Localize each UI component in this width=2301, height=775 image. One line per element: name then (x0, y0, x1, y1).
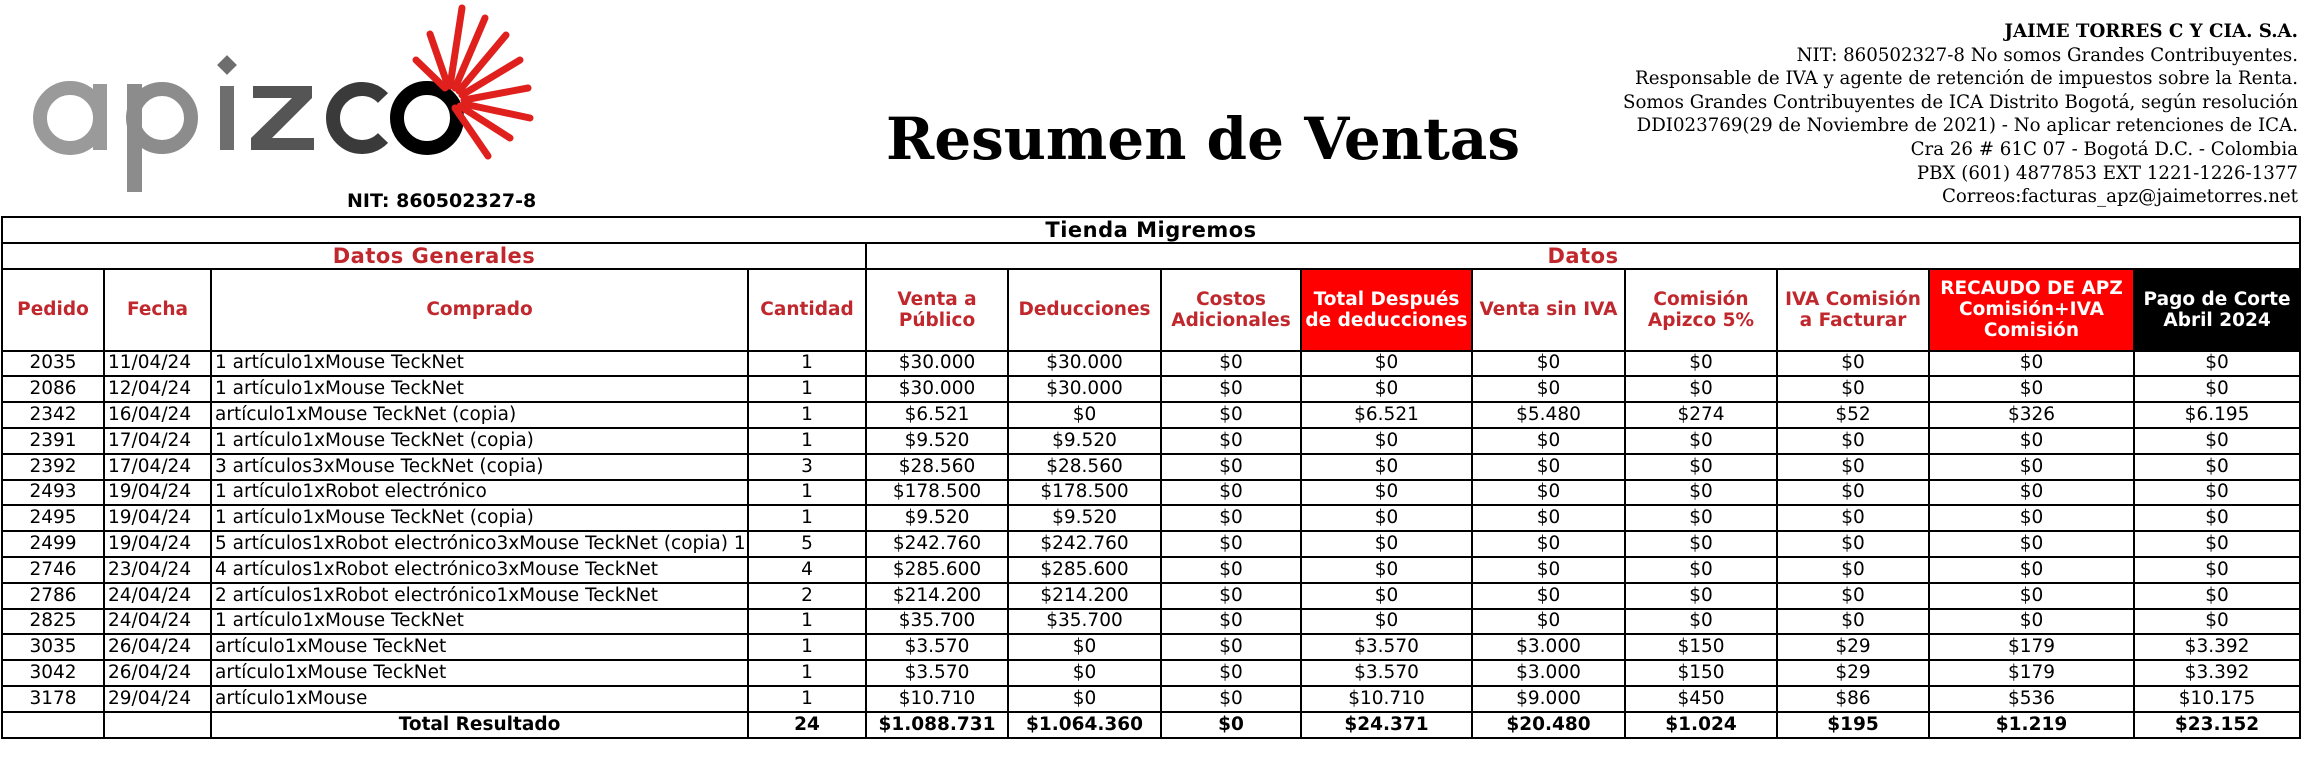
table-cell: $29 (1777, 660, 1929, 686)
table-cell: $150 (1625, 660, 1777, 686)
table-cell: $28.560 (1008, 454, 1161, 480)
table-cell: $0 (1008, 686, 1161, 712)
table-cell: $0 (1472, 531, 1625, 557)
table-cell: $9.520 (1008, 428, 1161, 454)
col-header: Deducciones (1008, 269, 1161, 351)
table-cell: 24/04/24 (104, 609, 211, 635)
col-header: RECAUDO DE APZ Comisión+IVA Comisión (1929, 269, 2134, 351)
table-cell: $179 (1929, 660, 2134, 686)
table-cell: $0 (1472, 583, 1625, 609)
table-cell: $0 (2134, 454, 2300, 480)
table-cell: $0 (1472, 428, 1625, 454)
table-cell: 3178 (2, 686, 104, 712)
total-cell: $24.371 (1301, 712, 1472, 738)
table-cell: 1 (748, 351, 866, 377)
table-row (2, 583, 2300, 609)
table-cell: 12/04/24 (104, 376, 211, 402)
table-cell: 2499 (2, 531, 104, 557)
table-cell: $0 (1472, 609, 1625, 635)
table-cell: 17/04/24 (104, 428, 211, 454)
table-cell: $214.200 (866, 583, 1008, 609)
table-cell: 1 (748, 402, 866, 428)
col-header: Pedido (2, 269, 104, 351)
table-row (2, 402, 2300, 428)
total-cell: $195 (1777, 712, 1929, 738)
table-row (2, 557, 2300, 583)
company-line: PBX (601) 4877853 EXT 1221-1226-1377 (1916, 162, 2298, 184)
table-row (2, 609, 2300, 635)
table-cell: $0 (1625, 454, 1777, 480)
table-cell: $0 (1008, 634, 1161, 660)
table-cell: $0 (1301, 454, 1472, 480)
total-cell: $1.024 (1625, 712, 1777, 738)
table-cell: 24/04/24 (104, 583, 211, 609)
table-cell: artículo1xMouse (211, 686, 748, 712)
table-cell: $0 (1777, 531, 1929, 557)
total-row (2, 712, 2300, 738)
table-cell: $6.521 (1301, 402, 1472, 428)
table-cell: $3.000 (1472, 660, 1625, 686)
table-cell: $9.520 (866, 505, 1008, 531)
table-cell: 16/04/24 (104, 402, 211, 428)
table-cell: 2391 (2, 428, 104, 454)
table-cell: $0 (1161, 351, 1301, 377)
table-row (2, 505, 2300, 531)
table-cell: $3.392 (2134, 634, 2300, 660)
table-cell: $0 (1777, 583, 1929, 609)
page-title: Resumen de Ventas (886, 105, 1520, 173)
table-row (2, 376, 2300, 402)
table-cell: 2786 (2, 583, 104, 609)
table-cell: 3 (748, 454, 866, 480)
table-cell: $0 (1929, 454, 2134, 480)
table-cell: 19/04/24 (104, 505, 211, 531)
table-cell: 4 artículos1xRobot electrónico3xMouse TeckNet (211, 557, 748, 583)
col-header: Venta sin IVA (1472, 269, 1625, 351)
table-cell: 2746 (2, 557, 104, 583)
table-cell: $28.560 (866, 454, 1008, 480)
table-cell: $0 (1472, 351, 1625, 377)
company-name: JAIME TORRES C Y CIA. S.A. (2004, 21, 2298, 42)
table-cell: $0 (1161, 505, 1301, 531)
table-cell: $0 (1777, 376, 1929, 402)
table-cell: $178.500 (1008, 480, 1161, 506)
table-cell: 1 (748, 505, 866, 531)
table-cell: 1 (748, 480, 866, 506)
table-cell: $35.700 (1008, 609, 1161, 635)
table-cell: 1 artículo1xMouse TeckNet (211, 351, 748, 377)
table-cell: 1 (748, 609, 866, 635)
table-cell: $0 (1625, 557, 1777, 583)
table-cell: $3.570 (866, 660, 1008, 686)
header-row (2, 269, 2300, 351)
table-cell: $10.710 (1301, 686, 1472, 712)
table-cell: artículo1xMouse TeckNet (copia) (211, 402, 748, 428)
total-cell: $0 (1161, 712, 1301, 738)
table-cell: $0 (1625, 505, 1777, 531)
table-cell: $285.600 (866, 557, 1008, 583)
table-cell: $0 (1472, 376, 1625, 402)
table-cell: 3 artículos3xMouse TeckNet (copia) (211, 454, 748, 480)
table-cell: 3035 (2, 634, 104, 660)
table-cell: $150 (1625, 634, 1777, 660)
total-cell: $20.480 (1472, 712, 1625, 738)
table-cell: $0 (1161, 376, 1301, 402)
table-cell: 1 (748, 660, 866, 686)
table-cell: 1 (748, 686, 866, 712)
table-cell: 2342 (2, 402, 104, 428)
table-cell: $0 (1929, 480, 2134, 506)
table-row (2, 351, 2300, 377)
sales-table (1, 216, 2301, 739)
table-cell: $0 (1472, 557, 1625, 583)
col-header: Costos Adicionales (1161, 269, 1301, 351)
table-cell: 1 (748, 376, 866, 402)
table-cell: 2 artículos1xRobot electrónico1xMouse TeckNet (211, 583, 748, 609)
table-cell: $0 (1929, 428, 2134, 454)
col-header: Pago de Corte Abril 2024 (2134, 269, 2300, 351)
company-line: Somos Grandes Contribuyentes de ICA Distrito Bogotá, según resolución (1622, 91, 2298, 113)
table-cell: $52 (1777, 402, 1929, 428)
table-cell: $274 (1625, 402, 1777, 428)
table-cell: $0 (1161, 531, 1301, 557)
table-cell: $0 (2134, 531, 2300, 557)
table-cell: artículo1xMouse TeckNet (211, 660, 748, 686)
table-row (2, 428, 2300, 454)
table-cell: $6.521 (866, 402, 1008, 428)
table-cell: $9.520 (866, 428, 1008, 454)
table-cell: $0 (1161, 402, 1301, 428)
table-cell: $0 (1777, 480, 1929, 506)
table-cell: $0 (1625, 609, 1777, 635)
table-cell: 23/04/24 (104, 557, 211, 583)
total-label: Total Resultado (211, 712, 748, 738)
table-cell: 1 artículo1xMouse TeckNet (copia) (211, 428, 748, 454)
table-cell: $0 (1625, 376, 1777, 402)
section-general: Datos Generales (2, 243, 866, 269)
table-cell: $0 (1161, 557, 1301, 583)
table-cell: $0 (2134, 557, 2300, 583)
section-data: Datos (866, 243, 2300, 269)
table-cell: $30.000 (866, 376, 1008, 402)
table-cell: 2086 (2, 376, 104, 402)
col-header: IVA Comisión a Facturar (1777, 269, 1929, 351)
table-cell: $0 (1929, 557, 2134, 583)
table-cell: $0 (1929, 505, 2134, 531)
table-cell: $0 (2134, 376, 2300, 402)
table-cell: $30.000 (1008, 376, 1161, 402)
table-cell: $0 (1929, 376, 2134, 402)
table-cell: $0 (2134, 351, 2300, 377)
total-cell: $1.219 (1929, 712, 2134, 738)
table-cell: $0 (1161, 634, 1301, 660)
company-line: Cra 26 # 61C 07 - Bogotá D.C. - Colombia (1910, 138, 2298, 160)
table-cell: 1 artículo1xMouse TeckNet (211, 376, 748, 402)
total-cell: 24 (748, 712, 866, 738)
table-cell: 26/04/24 (104, 660, 211, 686)
table-cell: $0 (1777, 454, 1929, 480)
table-cell: $0 (1301, 480, 1472, 506)
table-cell: $10.175 (2134, 686, 2300, 712)
table-cell: $0 (1301, 557, 1472, 583)
table-cell: 1 (748, 428, 866, 454)
store-name: Tienda Migremos (2, 217, 2300, 243)
table-cell: 2392 (2, 454, 104, 480)
table-cell: $0 (1161, 686, 1301, 712)
table-cell: 19/04/24 (104, 531, 211, 557)
table-cell: $450 (1625, 686, 1777, 712)
table-cell: $0 (1301, 351, 1472, 377)
table-cell: 2 (748, 583, 866, 609)
table-cell: $0 (1777, 557, 1929, 583)
table-cell: $0 (1625, 428, 1777, 454)
col-header: Cantidad (748, 269, 866, 351)
table-cell: 29/04/24 (104, 686, 211, 712)
company-line: Responsable de IVA y agente de retención de impuestos sobre la Renta. (1635, 68, 2298, 90)
table-cell: $0 (1777, 428, 1929, 454)
table-cell: $0 (2134, 583, 2300, 609)
table-cell: $0 (1301, 376, 1472, 402)
table-cell: $0 (2134, 428, 2300, 454)
company-line: NIT: 860502327-8 No somos Grandes Contribuyentes. (1796, 44, 2298, 66)
col-header: Fecha (104, 269, 211, 351)
table-cell: $3.570 (1301, 634, 1472, 660)
col-header: Comisión Apizco 5% (1625, 269, 1777, 351)
table-cell: $0 (1777, 505, 1929, 531)
table-cell: $285.600 (1008, 557, 1161, 583)
table-cell: $0 (1008, 402, 1161, 428)
col-header: Venta a Público (866, 269, 1008, 351)
table-cell: $0 (1301, 505, 1472, 531)
table-cell: $0 (1625, 531, 1777, 557)
table-cell: $326 (1929, 402, 2134, 428)
table-cell: 2035 (2, 351, 104, 377)
table-row (2, 660, 2300, 686)
table-cell: $242.760 (1008, 531, 1161, 557)
table-cell: $0 (1161, 583, 1301, 609)
table-cell: $0 (1777, 609, 1929, 635)
table-cell: $9.520 (1008, 505, 1161, 531)
table-row (2, 686, 2300, 712)
table-cell: 2825 (2, 609, 104, 635)
table-cell: 1 artículo1xMouse TeckNet (211, 609, 748, 635)
table-cell: $0 (1929, 609, 2134, 635)
table-cell: 1 artículo1xRobot electrónico (211, 480, 748, 506)
table-cell: $0 (1161, 428, 1301, 454)
table-cell: 1 artículo1xMouse TeckNet (copia) (211, 505, 748, 531)
table-cell: $0 (1625, 351, 1777, 377)
company-line: Correos:facturas_apz@jaimetorres.net (1941, 186, 2298, 208)
table-cell: $0 (1301, 609, 1472, 635)
table-cell: 17/04/24 (104, 454, 211, 480)
table-cell: $178.500 (866, 480, 1008, 506)
total-cell (2, 712, 104, 738)
table-cell: 26/04/24 (104, 634, 211, 660)
table-cell: $0 (2134, 480, 2300, 506)
table-cell: $10.710 (866, 686, 1008, 712)
table-cell: 11/04/24 (104, 351, 211, 377)
table-cell: 5 (748, 531, 866, 557)
table-cell: $0 (1161, 480, 1301, 506)
table-cell: $0 (1301, 428, 1472, 454)
table-cell: $0 (1625, 480, 1777, 506)
table-cell: $0 (2134, 505, 2300, 531)
table-row (2, 531, 2300, 557)
table-cell: $0 (1929, 583, 2134, 609)
table-cell: $6.195 (2134, 402, 2300, 428)
table-cell: $0 (1161, 454, 1301, 480)
table-cell: 19/04/24 (104, 480, 211, 506)
table-row (2, 480, 2300, 506)
table-row (2, 634, 2300, 660)
logo-nit: NIT: 860502327-8 (347, 190, 537, 212)
table-cell: 2493 (2, 480, 104, 506)
table-cell: $0 (1625, 583, 1777, 609)
company-line: DDI023769(29 de Noviembre de 2021) - No aplicar retenciones de ICA. (1636, 115, 2298, 137)
table-cell: $0 (1472, 454, 1625, 480)
table-cell: 4 (748, 557, 866, 583)
table-cell: $179 (1929, 634, 2134, 660)
table-cell: $0 (1161, 660, 1301, 686)
table-cell: $3.570 (1301, 660, 1472, 686)
col-header: Comprado (211, 269, 748, 351)
table-cell: $0 (1008, 660, 1161, 686)
table-cell: $3.392 (2134, 660, 2300, 686)
table-cell: $0 (1161, 609, 1301, 635)
table-cell: $0 (1301, 531, 1472, 557)
table-cell: $35.700 (866, 609, 1008, 635)
col-header: Total Después de deducciones (1301, 269, 1472, 351)
table-cell: 1 (748, 634, 866, 660)
table-cell: 3042 (2, 660, 104, 686)
table-cell: $9.000 (1472, 686, 1625, 712)
table-cell: $0 (1929, 351, 2134, 377)
table-cell: $214.200 (1008, 583, 1161, 609)
table-cell: $242.760 (866, 531, 1008, 557)
table-cell: $0 (1472, 505, 1625, 531)
table-cell: $30.000 (1008, 351, 1161, 377)
table-cell: $0 (2134, 609, 2300, 635)
table-cell: $29 (1777, 634, 1929, 660)
table-cell: $0 (1777, 351, 1929, 377)
total-cell: $1.064.360 (1008, 712, 1161, 738)
table-cell: artículo1xMouse TeckNet (211, 634, 748, 660)
table-cell: $0 (1472, 480, 1625, 506)
table-cell: $3.570 (866, 634, 1008, 660)
table-cell: $0 (1301, 583, 1472, 609)
table-cell: $86 (1777, 686, 1929, 712)
table-row (2, 454, 2300, 480)
table-cell: $3.000 (1472, 634, 1625, 660)
total-cell (104, 712, 211, 738)
table-cell: $0 (1929, 531, 2134, 557)
company-info (1623, 20, 2298, 209)
table-cell: 5 artículos1xRobot electrónico3xMouse TeckNet (copia) 1 (211, 531, 748, 557)
table-cell: 2495 (2, 505, 104, 531)
table-cell: $536 (1929, 686, 2134, 712)
apizco-logo (30, 0, 570, 200)
total-cell: $23.152 (2134, 712, 2300, 738)
table-cell: $30.000 (866, 351, 1008, 377)
total-cell: $1.088.731 (866, 712, 1008, 738)
table-cell: $5.480 (1472, 402, 1625, 428)
